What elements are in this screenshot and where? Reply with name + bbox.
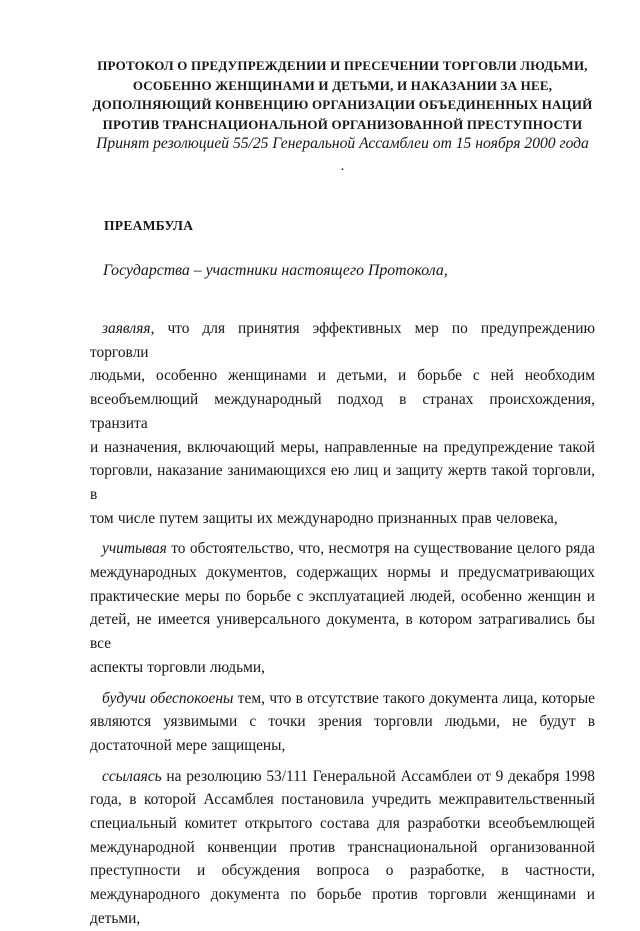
paragraph-line: аспекты торговли людьми, bbox=[90, 658, 265, 676]
paragraph-line: том числе путем защиты их международно признанных прав человека, bbox=[90, 509, 558, 527]
paragraph-line: преступности и обсуждения вопроса о разработке, в частности, bbox=[90, 862, 595, 880]
body-paragraph bbox=[90, 537, 595, 679]
preamble-section bbox=[90, 217, 595, 931]
paragraph-line: достаточной мере защищены, bbox=[90, 736, 286, 754]
title-line: ПРОТОКОЛ О ПРЕДУПРЕЖДЕНИИ И ПРЕСЕЧЕНИИ ТОРГОВЛИ ЛЮДЬМИ, bbox=[97, 58, 588, 73]
paragraph-lead-italic: ссылаясь bbox=[102, 767, 162, 785]
paragraph-lead-italic: будучи обеспокоены bbox=[102, 689, 234, 707]
paragraph-line bbox=[90, 765, 595, 789]
title-line: ПРОТИВ ТРАНСНАЦИОНАЛЬНОЙ ОРГАНИЗОВАННОЙ ПРЕСТУПНОСТИ bbox=[102, 116, 583, 132]
document-title bbox=[90, 56, 595, 134]
paragraph-line bbox=[90, 537, 595, 561]
paragraph-line: международной конвенции против транснациональной организованной bbox=[90, 838, 595, 856]
paragraph-line: торговли, наказание занимающихся ею лиц и защиту жертв такой торговли, в bbox=[90, 462, 595, 503]
document-header bbox=[90, 56, 595, 175]
paragraph-line: людьми, особенно женщинами и детьми, и борьбе с ней необходим bbox=[90, 367, 595, 385]
paragraph-line: международного документа по борьбе против торговли женщинами и bbox=[90, 886, 595, 904]
paragraph-line: детей, не имеется универсального документа, в котором затрагивались бы все bbox=[90, 611, 595, 653]
paragraph-line: детьми, bbox=[90, 909, 141, 927]
title-line: ДОПОЛНЯЮЩИЙ КОНВЕНЦИЮ ОРГАНИЗАЦИИ ОБЪЕДИНЕННЫХ НАЦИЙ bbox=[92, 97, 593, 112]
paragraph-line-text: тем, что в отсутствие такого документа лица, которые bbox=[233, 689, 596, 707]
paragraph-line bbox=[90, 317, 595, 364]
document-content bbox=[90, 0, 595, 931]
body-paragraph bbox=[90, 687, 595, 758]
paragraph-line: года, в которой Ассамблея постановила учредить межправительственный bbox=[90, 791, 595, 809]
paragraph-line bbox=[90, 687, 595, 711]
paragraph-line: всеобъемлющий международный подход в странах происхождения, транзита bbox=[90, 391, 595, 432]
paragraph-line: международных документов, содержащих нормы и предусматривающих bbox=[90, 564, 595, 582]
body-paragraph bbox=[90, 765, 595, 931]
document-subtitle: Принят резолюцией 55/25 Генеральной Ассамблеи от 15 ноября 2000 года bbox=[96, 135, 589, 152]
paragraph-line: и назначения, включающий меры, направленные на предупреждение такой bbox=[90, 438, 595, 456]
stray-period: . bbox=[340, 158, 345, 174]
paragraph-line-text: на резолюцию 53/111 Генеральной Ассамблеи от 9 декабря 1998 bbox=[161, 767, 595, 785]
paragraph-lead-italic: учитывая bbox=[102, 540, 167, 558]
paragraph-line: практические меры по борьбе с эксплуатацией людей, особенно женщин и bbox=[90, 587, 595, 605]
paragraph-line: являются уязвимыми с точки зрения торговли людьми, не будут в bbox=[90, 713, 595, 731]
paragraph-line-text: то обстоятельство, что, несмотря на существование целого ряда bbox=[166, 540, 595, 558]
paragraph-lead-italic: заявляя bbox=[102, 320, 151, 337]
title-line: ОСОБЕННО ЖЕНЩИНАМИ И ДЕТЬМИ, И НАКАЗАНИИ ЗА НЕЕ, bbox=[132, 77, 553, 93]
body-paragraph bbox=[90, 317, 595, 530]
preamble-opening: Государства – участники настоящего Протокола, bbox=[103, 262, 448, 279]
paragraph-line: специальный комитет открытого состава для разработки всеобъемлющей bbox=[90, 815, 595, 833]
preamble-heading: ПРЕАМБУЛА bbox=[104, 218, 194, 233]
preamble-paragraphs bbox=[90, 317, 595, 931]
paragraph-line-text: , что для принятия эффективных мер по предупреждению торговли bbox=[90, 320, 595, 361]
